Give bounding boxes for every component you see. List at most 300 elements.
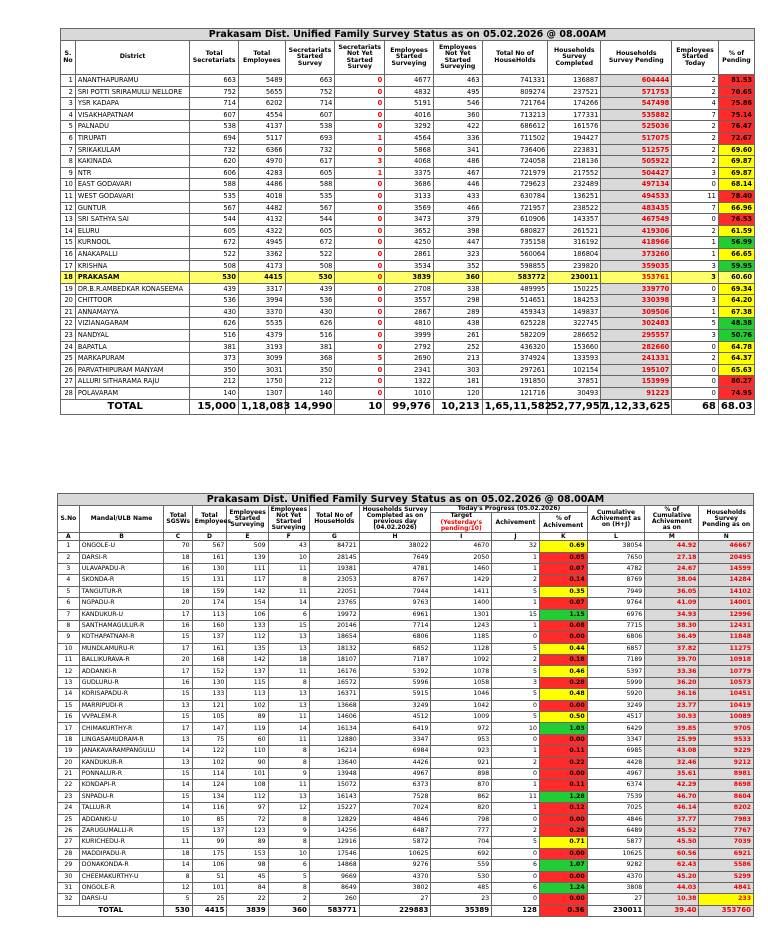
mandal-cell: 18 (164, 552, 192, 563)
district-cell: 724058 (482, 156, 548, 168)
mandal-cell: 15 (164, 791, 192, 802)
district-cell: 571753 (601, 86, 672, 98)
mandal-cell: 5 (268, 871, 309, 882)
mandal-cell: 98 (227, 860, 268, 871)
district-cell: 3375 (385, 167, 434, 179)
mandal-cell: 161 (192, 643, 227, 654)
mandal-cell: 0.14 (539, 575, 587, 586)
mandal-cell: 0.00 (539, 894, 587, 905)
mandal-name: DARSI-U (79, 894, 164, 905)
district-cell: 69.87 (718, 156, 754, 168)
district-cell: 261 (433, 330, 482, 342)
district-cell: 605 (285, 225, 335, 237)
mandal-cell: 13 (164, 734, 192, 745)
mandal-cell: 5 (492, 689, 540, 700)
mandal-cell: 1.24 (539, 882, 587, 893)
district-cell: 360 (433, 272, 482, 284)
district-cell: 467549 (601, 214, 672, 226)
district-cell: 81.53 (718, 75, 754, 87)
district-cell: 2708 (385, 283, 434, 295)
mandal-row (58, 541, 754, 552)
district-cell: 3686 (385, 179, 434, 191)
district-cell: 341 (433, 144, 482, 156)
mandal-cell: 36.16 (645, 689, 699, 700)
district-cell: 620 (190, 156, 239, 168)
total-cell: 35389 (431, 905, 492, 916)
district-name: KRISHNA (75, 260, 189, 272)
district-cell: 0 (335, 121, 385, 133)
mandal-cell: 3 (58, 563, 80, 574)
district-cell: 69.60 (718, 144, 754, 156)
mandal-cell: 7949 (587, 586, 645, 597)
mandal-cell: 5996 (359, 677, 431, 688)
district-name: WEST GODAVARI (75, 190, 189, 202)
mandal-cell: 26 (58, 825, 80, 836)
district-cell: 60.60 (718, 272, 754, 284)
district-cell: 1 (672, 306, 719, 318)
district-header-cell: Total No of HouseHolds (482, 41, 548, 75)
mandal-cell: 1185 (431, 632, 492, 643)
district-cell: 3 (672, 272, 719, 284)
mandal-cell: 5915 (359, 689, 431, 700)
mandal-cell: 921 (431, 757, 492, 768)
total-cell: 128 (492, 905, 540, 916)
district-row (61, 86, 755, 98)
column-letter: I (431, 533, 492, 541)
mandal-cell: 130 (192, 563, 227, 574)
mandal-table-title: Prakasam Dist. Unified Family Survey Status as on 05.02.2026 @ 08.00AM (58, 494, 754, 506)
district-cell: 0 (335, 179, 385, 191)
mandal-cell: 4967 (587, 769, 645, 780)
district-cell: 3534 (385, 260, 434, 272)
district-cell: 0 (335, 330, 385, 342)
district-cell: 78.40 (718, 190, 754, 202)
district-cell: 4 (672, 98, 719, 110)
district-cell: 5535 (238, 318, 285, 330)
district-cell: 3 (672, 167, 719, 179)
district-row (61, 214, 755, 226)
district-cell: 80.27 (718, 376, 754, 388)
mandal-cell: 32.46 (645, 757, 699, 768)
district-cell: 721957 (482, 202, 548, 214)
district-row (61, 121, 755, 133)
district-cell: 438 (433, 318, 482, 330)
mandal-cell: 5 (492, 837, 540, 848)
district-cell: 1010 (385, 388, 434, 400)
district-cell: 0 (335, 248, 385, 260)
mandal-cell: 119 (227, 723, 268, 734)
mandal-cell: 6852 (359, 643, 431, 654)
mandal-name: GUDLURU-R (79, 677, 164, 688)
mandal-row (58, 746, 754, 757)
mandal-cell: 112 (227, 632, 268, 643)
district-cell: 17 (61, 260, 76, 272)
district-cell: 522 (285, 248, 335, 260)
district-cell: 732 (190, 144, 239, 156)
header-completed-prev: Households Survey Completed as on previous day (04.02.2026) (359, 506, 431, 533)
mandal-cell: 84 (227, 882, 268, 893)
mandal-cell: 0.00 (539, 632, 587, 643)
mandal-cell: 10 (164, 814, 192, 825)
mandal-cell: 5 (164, 894, 192, 905)
district-cell: 91223 (601, 388, 672, 400)
mandal-cell: 115 (227, 677, 268, 688)
district-cell: 3569 (385, 202, 434, 214)
mandal-cell: 15 (164, 689, 192, 700)
district-row (61, 388, 755, 400)
mandal-cell: 6373 (359, 780, 431, 791)
total-label: TOTAL (61, 399, 190, 414)
mandal-cell: 14001 (699, 598, 754, 609)
mandal-row (58, 814, 754, 825)
mandal-cell: 133 (192, 689, 227, 700)
total-cell: 353760 (699, 905, 754, 916)
district-row (61, 376, 755, 388)
mandal-cell: 0.44 (539, 643, 587, 654)
mandal-cell: 85 (192, 814, 227, 825)
district-cell: 4016 (385, 109, 434, 121)
mandal-name: VVPALEM-R (79, 712, 164, 723)
district-name: SRI SATHYA SAI (75, 214, 189, 226)
total-cell: 99,976 (385, 399, 434, 414)
district-cell: 230011 (548, 272, 601, 284)
district-cell: 0 (335, 341, 385, 353)
mandal-cell: 14 (268, 723, 309, 734)
mandal-cell: 12 (164, 882, 192, 893)
mandal-cell: 5586 (699, 860, 754, 871)
district-cell: 330398 (601, 295, 672, 307)
district-cell: 567 (190, 202, 239, 214)
mandal-cell: 101 (192, 882, 227, 893)
district-survey-table (60, 28, 755, 415)
district-cell: 30493 (548, 388, 601, 400)
district-cell: 194427 (548, 132, 601, 144)
total-cell: 1,12,33,625 (601, 399, 672, 414)
district-cell: 213 (433, 353, 482, 365)
header-target-note: (Yesterday's pending/10) (440, 518, 483, 532)
header-target (431, 513, 492, 533)
district-cell: 0 (335, 388, 385, 400)
district-cell: 5 (672, 318, 719, 330)
mandal-cell: 18 (164, 586, 192, 597)
district-cell: 446 (433, 179, 482, 191)
district-cell: 16 (61, 248, 76, 260)
mandal-cell: 11 (268, 666, 309, 677)
mandal-cell: 10.38 (645, 894, 699, 905)
mandal-cell: 5999 (587, 677, 645, 688)
column-letter: E (227, 533, 268, 541)
district-cell: 174266 (548, 98, 601, 110)
mandal-cell: 5877 (587, 837, 645, 848)
mandal-cell: 4670 (431, 541, 492, 552)
district-name: PRAKASAM (75, 272, 189, 284)
district-name: VIZIANAGARAM (75, 318, 189, 330)
mandal-cell: 6374 (587, 780, 645, 791)
mandal-cell: 6 (492, 882, 540, 893)
mandal-cell: 2 (58, 552, 80, 563)
district-name: KAKINADA (75, 156, 189, 168)
district-cell: 4132 (238, 214, 285, 226)
mandal-cell: 0.35 (539, 586, 587, 597)
mandal-cell: 10 (492, 723, 540, 734)
district-row (61, 109, 755, 121)
district-cell: 0 (335, 376, 385, 388)
column-letter: J (492, 533, 540, 541)
mandal-cell: 0 (492, 894, 540, 905)
mandal-cell: 0.12 (539, 803, 587, 814)
mandal-cell: 22 (227, 894, 268, 905)
district-cell: 3839 (385, 272, 434, 284)
mandal-cell: 22051 (309, 586, 359, 597)
mandal-cell: 11 (268, 563, 309, 574)
district-cell: 66.96 (718, 202, 754, 214)
mandal-cell: 106 (192, 860, 227, 871)
district-cell: 3652 (385, 225, 434, 237)
mandal-cell: 14868 (309, 860, 359, 871)
mandal-cell: 20 (164, 598, 192, 609)
mandal-cell: 4846 (359, 814, 431, 825)
mandal-cell: 113 (192, 609, 227, 620)
mandal-cell: 28145 (309, 552, 359, 563)
district-cell: 5489 (238, 75, 285, 87)
mandal-cell: 11275 (699, 643, 754, 654)
district-header-cell: Employees Not Yet Started Surveying (433, 41, 482, 75)
district-cell: 486 (433, 156, 482, 168)
mandal-name: TALLUR-R (79, 803, 164, 814)
district-header-cell: Total Secretariats (190, 41, 239, 75)
mandal-cell: 0 (492, 734, 540, 745)
mandal-cell: 5 (492, 666, 540, 677)
mandal-cell: 27 (359, 894, 431, 905)
mandal-name: CHEEMAKURTHY-U (79, 871, 164, 882)
mandal-cell: 16572 (309, 677, 359, 688)
district-cell: 467 (433, 167, 482, 179)
header-pending: Households Survey Pending as on (699, 506, 754, 533)
district-cell: 37851 (548, 376, 601, 388)
district-name: ANANTHAPURAMU (75, 75, 189, 87)
mandal-cell: 134 (192, 791, 227, 802)
mandal-name: MADDIPADU-R (79, 848, 164, 859)
mandal-cell: 13 (58, 677, 80, 688)
mandal-cell: 3347 (359, 734, 431, 745)
mandal-name: KANDUKUR-U (79, 609, 164, 620)
mandal-cell: 12829 (309, 814, 359, 825)
mandal-name: ADDANKI-U (79, 814, 164, 825)
mandal-cell: 5872 (359, 837, 431, 848)
district-cell: 76.47 (718, 121, 754, 133)
total-cell: 229883 (359, 905, 431, 916)
mandal-cell: 45.50 (645, 837, 699, 848)
district-cell: 489995 (482, 283, 548, 295)
mandal-cell: 0 (492, 700, 540, 711)
mandal-cell: 1 (492, 620, 540, 631)
district-cell: 12 (61, 202, 76, 214)
mandal-cell: 4846 (587, 814, 645, 825)
district-name: NTR (75, 167, 189, 179)
district-cell: 379 (433, 214, 482, 226)
mandal-row (58, 780, 754, 791)
district-cell: 0 (335, 202, 385, 214)
mandal-cell: 4 (58, 575, 80, 586)
mandal-cell: 7189 (587, 655, 645, 666)
district-cell: 3994 (238, 295, 285, 307)
district-name: SRI POTTI SRIRAMULU NELLORE (75, 86, 189, 98)
mandal-cell: 15 (164, 712, 192, 723)
mandal-cell: 46667 (699, 541, 754, 552)
mandal-cell: 1 (492, 598, 540, 609)
mandal-cell: 43 (268, 541, 309, 552)
mandal-cell: 5 (58, 586, 80, 597)
mandal-cell: 11848 (699, 632, 754, 643)
mandal-cell: 7650 (587, 552, 645, 563)
district-cell: 218136 (548, 156, 601, 168)
district-cell: 14 (61, 225, 76, 237)
mandal-cell: 8 (268, 757, 309, 768)
mandal-cell: 152 (192, 666, 227, 677)
mandal-cell: 11 (268, 780, 309, 791)
mandal-cell: 15 (58, 700, 80, 711)
district-row (61, 225, 755, 237)
district-cell: 68.14 (718, 179, 754, 191)
mandal-cell: 11 (492, 791, 540, 802)
mandal-cell: 0.11 (539, 780, 587, 791)
district-cell: 2341 (385, 364, 434, 376)
district-cell: 439 (190, 283, 239, 295)
mandal-cell: 6 (268, 860, 309, 871)
mandal-cell: 23.77 (645, 700, 699, 711)
mandal-name: JANAKAVARAMPANGULU (79, 746, 164, 757)
district-cell: 21 (61, 306, 76, 318)
mandal-name: NGPADU-R (79, 598, 164, 609)
header-employees: Total Employees (192, 506, 227, 533)
district-cell: 350 (190, 364, 239, 376)
mandal-cell: 923 (431, 746, 492, 757)
column-letter-row (58, 533, 754, 541)
mandal-cell: 16 (164, 563, 192, 574)
district-cell: 72.67 (718, 132, 754, 144)
district-cell: 5 (61, 121, 76, 133)
mandal-row (58, 769, 754, 780)
district-row (61, 306, 755, 318)
district-cell: 736406 (482, 144, 548, 156)
district-cell: 239820 (548, 260, 601, 272)
mandal-cell: 7025 (587, 803, 645, 814)
header-emp-not-started: Employees Not Yet Started Surveying (268, 506, 309, 533)
mandal-name: KONDAPI-R (79, 780, 164, 791)
district-cell: 436320 (482, 341, 548, 353)
mandal-name: ADDANKI-R (79, 666, 164, 677)
district-cell: 76.53 (718, 214, 754, 226)
district-cell: 2 (672, 132, 719, 144)
mandal-cell: 0.69 (539, 541, 587, 552)
mandal-cell: 8 (268, 746, 309, 757)
district-cell: 149837 (548, 306, 601, 318)
district-name: ANAKAPALLI (75, 248, 189, 260)
mandal-cell: 14284 (699, 575, 754, 586)
mandal-name: ULAVAPADU-R (79, 563, 164, 574)
mandal-cell: 102 (192, 757, 227, 768)
district-row (61, 167, 755, 179)
mandal-name: BALLIKURAVA-R (79, 655, 164, 666)
mandal-row (58, 563, 754, 574)
mandal-row (58, 860, 754, 871)
district-cell: 495 (433, 86, 482, 98)
district-cell: 140 (190, 388, 239, 400)
mandal-cell: 14599 (699, 563, 754, 574)
district-cell: 0 (672, 341, 719, 353)
district-cell: 672 (285, 237, 335, 249)
mandal-cell: 17546 (309, 848, 359, 859)
total-label: TOTAL (58, 905, 164, 916)
district-cell: 512575 (601, 144, 672, 156)
mandal-cell: 15 (268, 620, 309, 631)
district-cell: 338 (433, 283, 482, 295)
mandal-cell: 45.52 (645, 825, 699, 836)
district-cell: 27 (61, 376, 76, 388)
district-cell: 4832 (385, 86, 434, 98)
district-cell: 3317 (238, 283, 285, 295)
district-cell: 560064 (482, 248, 548, 260)
mandal-cell: 14 (164, 746, 192, 757)
mandal-cell: 105 (192, 712, 227, 723)
mandal-cell: 0.18 (539, 655, 587, 666)
district-cell: 282660 (601, 341, 672, 353)
district-name: POLAVARAM (75, 388, 189, 400)
district-cell: 610906 (482, 214, 548, 226)
header-sno: S.No (58, 506, 80, 533)
mandal-cell: 159 (192, 586, 227, 597)
mandal-cell: 116 (192, 803, 227, 814)
mandal-cell: 5 (492, 643, 540, 654)
district-cell: 0 (335, 318, 385, 330)
total-cell: 10 (335, 399, 385, 414)
mandal-cell: 36.20 (645, 677, 699, 688)
district-cell: 74.95 (718, 388, 754, 400)
mandal-cell: 108 (227, 780, 268, 791)
mandal-cell: 7714 (359, 620, 431, 631)
district-cell: 7 (61, 144, 76, 156)
mandal-cell: 38.04 (645, 575, 699, 586)
district-cell: 605 (190, 225, 239, 237)
mandal-cell: 9282 (587, 860, 645, 871)
district-cell: 4018 (238, 190, 285, 202)
district-cell: 422 (433, 121, 482, 133)
mandal-cell: 8769 (587, 575, 645, 586)
mandal-cell: 27.18 (645, 552, 699, 563)
district-cell: 439 (285, 283, 335, 295)
mandal-cell: 6489 (587, 825, 645, 836)
district-cell: 505922 (601, 156, 672, 168)
mandal-cell: 2 (268, 894, 309, 905)
district-cell: 3099 (238, 353, 285, 365)
district-cell: 0 (672, 179, 719, 191)
mandal-cell: 11 (268, 586, 309, 597)
mandal-cell: 9763 (359, 598, 431, 609)
mandal-cell: 8981 (699, 769, 754, 780)
district-header-cell: Total Employees (238, 41, 285, 75)
district-cell: 466 (433, 202, 482, 214)
mandal-cell: 121 (192, 700, 227, 711)
mandal-cell: 45 (227, 871, 268, 882)
district-cell: 322745 (548, 318, 601, 330)
mandal-row (58, 825, 754, 836)
mandal-row (58, 848, 754, 859)
district-cell: 69.87 (718, 167, 754, 179)
mandal-row (58, 723, 754, 734)
mandal-cell: 161 (192, 552, 227, 563)
district-cell: 536 (285, 295, 335, 307)
mandal-row (58, 837, 754, 848)
